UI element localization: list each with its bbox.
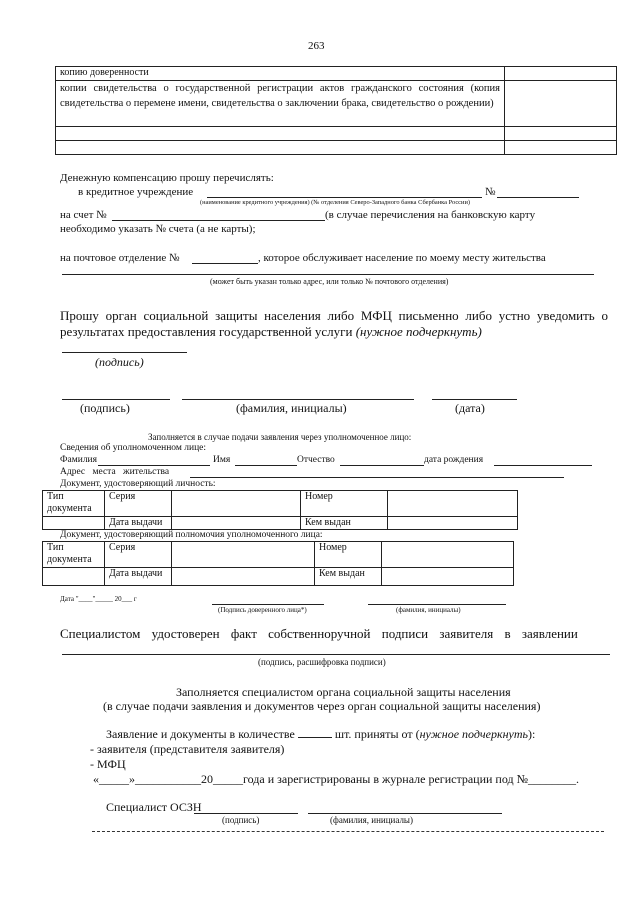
doc-type-value[interactable] [43,517,105,530]
rep-heading: Заполняется в случае подачи заявления через уполномоченное лицо: [148,432,412,442]
notify-signature-field[interactable] [62,352,187,353]
signature-field[interactable] [62,399,170,400]
rep-birth-label: дата рождения [424,455,484,465]
rep-address-label: Адрес места жительства [60,467,170,477]
date-field[interactable] [432,399,517,400]
postal-note: , которое обслуживает население по моему месту жительства [258,252,546,264]
option-mfc[interactable]: - МФЦ [90,757,126,771]
issued-by-label: Кем выдан [301,517,388,530]
credit-institution-hint: (наименование кредитного учреждения) (№ отделения Северо-Западного банка Сбербанка России) [200,199,470,206]
date-hint: (дата) [455,401,485,415]
doc-row-label: копии свидетельства о государственной регистрации актов гражданского состояния (копия свидетельства о перемене имени, свидетельства о заключении брака, свидетельство о рождении) [56,81,505,127]
issue-date-label: Дата выдачи [105,568,172,586]
osszn-title-1: Заполняется специалистом органа социальной защиты населения [176,685,511,699]
table-row [43,517,518,530]
doc-type-value[interactable] [43,568,105,586]
rep-fullname-field[interactable] [368,604,506,605]
full-name-field[interactable] [182,399,414,400]
rep-surname-label: Фамилия [60,455,98,465]
series-label: Серия [105,491,172,517]
table-row [43,491,518,517]
series-value[interactable] [172,491,301,517]
account-number-field[interactable] [112,220,325,221]
compensation-intro: Денежную компенсацию прошу перечислять: [60,172,274,184]
postal-label: на почтовое отделение № [60,252,180,264]
table-row [43,568,514,586]
doc-row-label [56,141,505,155]
doc-row-mark [505,81,617,127]
series-value[interactable] [172,542,315,568]
cut-line [92,831,604,832]
osszn-signature-field[interactable] [194,813,298,814]
rep-patronymic-field[interactable] [340,465,424,466]
branch-number-field[interactable] [497,197,579,198]
issue-date-value[interactable] [172,517,301,530]
rep-id-doc-label: Документ, удостоверяющий личность: [60,479,216,489]
notify-request [60,308,608,340]
rep-name-label: Имя [213,455,231,465]
number-value[interactable] [382,542,514,568]
notify-text: Прошу орган социальной защиты населения либо МФЦ письменно либо устно уведомить о результатах предоставления государственной услуги [60,308,608,339]
doc-row-mark [505,127,617,141]
issued-by-label: Кем выдан [315,568,382,586]
auth-document-table [42,541,514,586]
specialist-label: Специалист ОСЗН [106,800,202,814]
osszn-fullname-field[interactable] [308,813,502,814]
rep-auth-doc-label: Документ, удостоверяющий полномочия уполномоченного лица: [60,530,323,540]
rep-patronymic-label: Отчество [297,455,335,465]
accepted-line [106,727,535,742]
doc-row-label: копию доверенности [56,67,505,81]
rep-date-line: Дата "____"_____ 20___ г [60,595,137,603]
table-row [56,67,617,81]
doc-row-label [56,127,505,141]
doc-type-label: Тип документа [43,491,105,517]
rep-info: Сведения об уполномоченном лице: [60,443,207,453]
rep-fullname-hint: (фамилия, инициалы) [396,606,461,614]
accepted-mid: шт. приняты от ( [334,727,420,741]
rep-surname-field[interactable] [98,465,210,466]
account-label: на счет № [60,209,107,221]
accepted-pre: Заявление и документы в количестве [106,727,295,741]
number-sign: № [485,186,496,198]
accepted-italic: нужное подчеркнуть [419,727,528,741]
series-label: Серия [105,542,172,568]
table-row [43,542,514,568]
postal-office-field[interactable] [192,263,258,264]
account-note-2: необходимо указать № счета (а не карты); [60,223,256,235]
registration-line: «_____»___________20_____года и зарегистрированы в журнале регистрации под №________. [93,772,580,786]
rep-address-field[interactable] [190,477,564,478]
rep-name-field[interactable] [235,465,297,466]
postal-address-field[interactable] [62,274,594,275]
table-row [56,141,617,155]
documents-table [55,66,617,155]
full-name-hint: (фамилия, инициалы) [236,401,347,415]
issued-by-value[interactable] [388,517,518,530]
specialist-certified: Специалистом удостоверен факт собственноручной подписи заявителя в заявлении [60,626,578,641]
notify-signature-hint: (подпись) [95,355,144,369]
number-value[interactable] [388,491,518,517]
specialist-signature-field[interactable] [62,654,610,655]
credit-institution-field[interactable] [207,197,482,198]
specialist-signature-hint: (подпись, расшифровка подписи) [258,657,386,667]
doc-row-mark [505,67,617,81]
issued-by-value[interactable] [382,568,514,586]
page-number: 263 [308,40,325,52]
osszn-signature-hint: (подпись) [222,815,260,825]
count-field[interactable] [298,737,332,738]
table-row [56,127,617,141]
account-note-1: (в случае перечисления на банковскую карту [325,209,536,221]
accepted-end: ): [528,727,536,741]
osszn-title-2: (в случае подачи заявления и документов через орган социальной защиты населения) [103,699,541,713]
id-document-table [42,490,518,530]
issue-date-value[interactable] [172,568,315,586]
table-row [56,81,617,127]
notify-choose: (нужное подчеркнуть) [355,324,482,339]
number-label: Номер [315,542,382,568]
signature-hint: (подпись) [80,401,130,415]
doc-row-mark [505,141,617,155]
rep-signature-field[interactable] [212,604,324,605]
rep-signature-hint: (Подпись доверенного лица*) [218,606,307,614]
credit-institution-label: в кредитное учреждение [78,186,194,198]
issue-date-label: Дата выдачи [105,517,172,530]
number-label: Номер [301,491,388,517]
rep-birth-field[interactable] [494,465,592,466]
option-applicant[interactable]: - заявителя (представителя заявителя) [90,742,285,756]
postal-hint: (может быть указан только адрес, или только № почтового отделения) [210,277,449,286]
doc-type-label: Тип документа [43,542,105,568]
osszn-fullname-hint: (фамилия, инициалы) [330,815,413,825]
